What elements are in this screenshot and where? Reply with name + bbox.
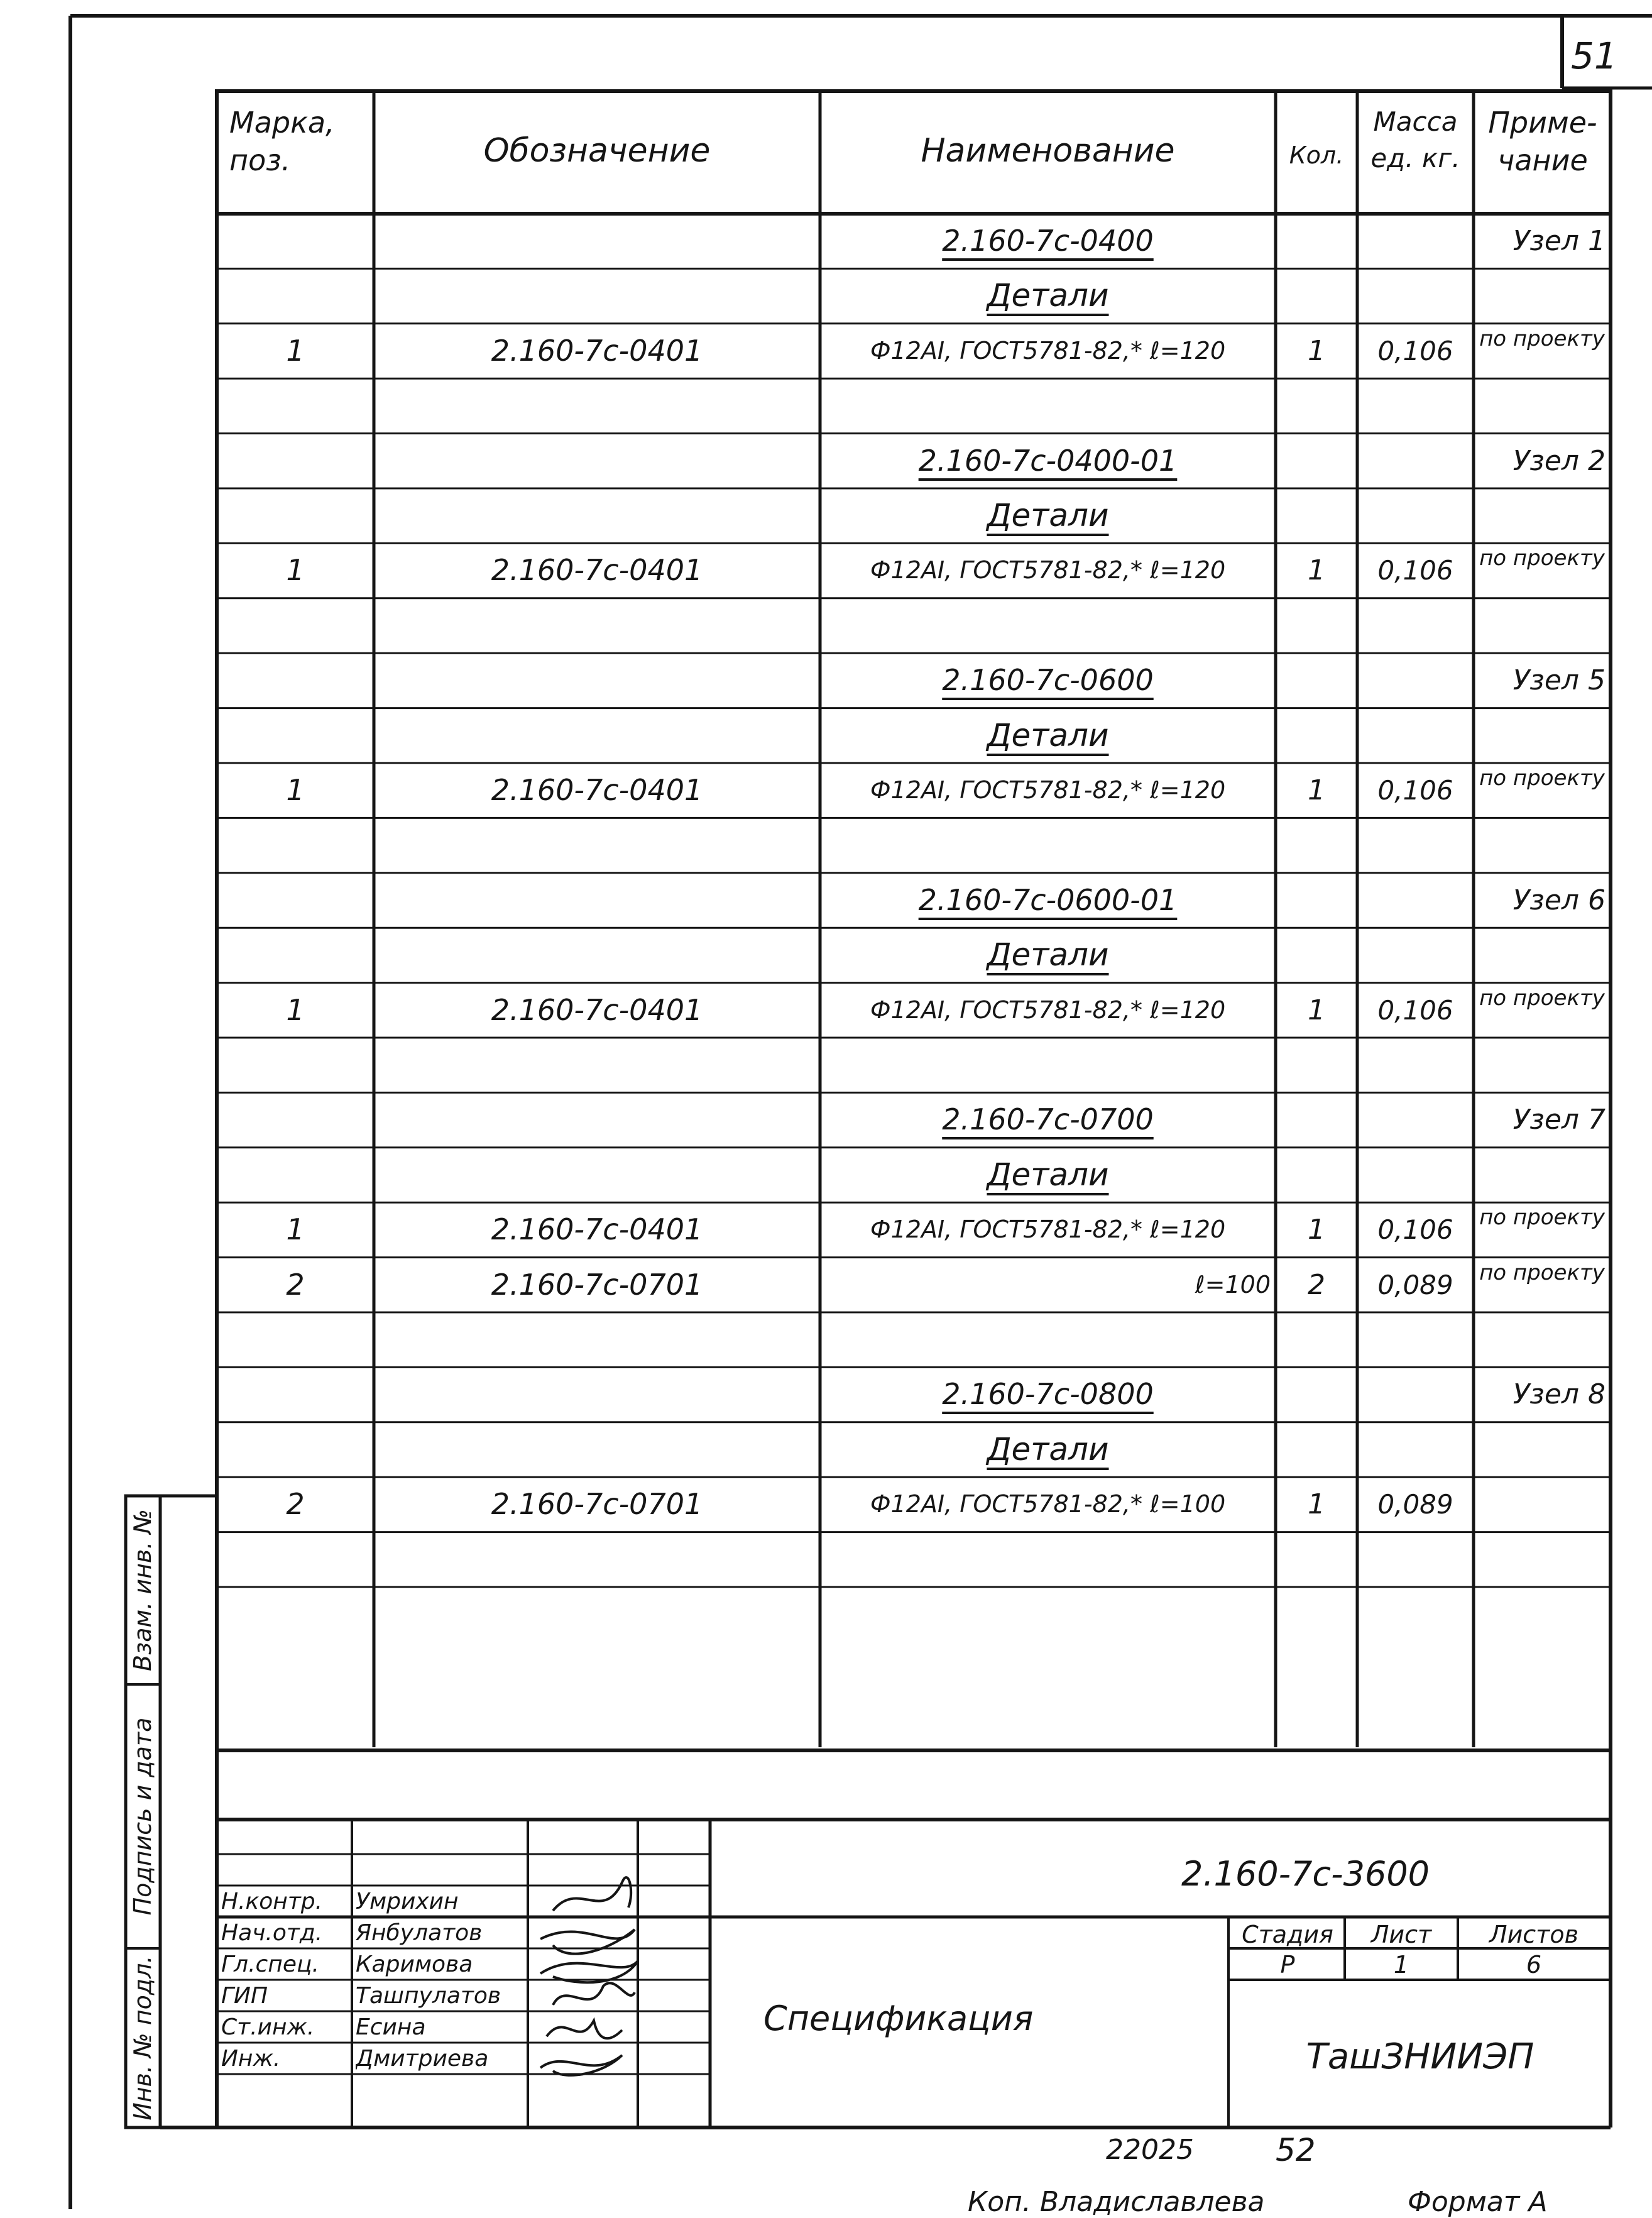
role-label: Инж. xyxy=(221,2046,281,2072)
role-label: ГИП xyxy=(221,1983,268,2009)
part-mark: 1 xyxy=(286,333,305,368)
part-note xyxy=(1479,1477,1606,1532)
part-name: Ф12АI, ГОСТ5781-82,* ℓ=120 xyxy=(870,336,1226,365)
section-title: Детали xyxy=(987,497,1109,534)
doc-title: Спецификация xyxy=(763,1999,1034,2038)
doc-code: 2.160-7с-3600 xyxy=(1181,1854,1430,1894)
part-designation: 2.160-7с-0401 xyxy=(491,773,703,807)
sheets-label: Листов xyxy=(1489,1921,1578,1948)
part-mark: 2 xyxy=(286,1267,305,1302)
header-qty: Кол. xyxy=(1289,141,1344,169)
assembly-note: Узел 2 xyxy=(1513,444,1606,477)
section-title: Детали xyxy=(987,936,1109,974)
order-number: 22025 xyxy=(1106,2134,1194,2166)
assembly-note: Узел 7 xyxy=(1513,1104,1606,1136)
section-title: Детали xyxy=(987,1156,1109,1193)
section-title: Детали xyxy=(987,716,1109,754)
part-qty: 1 xyxy=(1308,554,1325,587)
stage-label: Стадия xyxy=(1242,1921,1333,1948)
role-person: Каримова xyxy=(356,1952,473,1977)
part-qty: 1 xyxy=(1308,994,1325,1026)
sheet-number: 51 xyxy=(1571,35,1617,77)
role-person: Есина xyxy=(356,2014,426,2040)
header-mark: Марка, поз. xyxy=(229,106,335,177)
role-person: Ташпулатов xyxy=(356,1983,501,2009)
part-mass: 0,106 xyxy=(1377,775,1453,806)
part-mass: 0,089 xyxy=(1377,1489,1453,1520)
part-qty: 1 xyxy=(1308,1214,1325,1246)
part-note: по проекту xyxy=(1479,985,1605,1011)
part-designation: 2.160-7с-0401 xyxy=(491,1212,703,1247)
part-note: по проекту xyxy=(1479,1205,1605,1231)
role-label: Н.контр. xyxy=(221,1889,323,1914)
part-name: Ф12АI, ГОСТ5781-82,* ℓ=120 xyxy=(870,556,1226,585)
part-mark: 2 xyxy=(286,1487,305,1522)
assembly-note: Узел 1 xyxy=(1513,225,1606,257)
assembly-designation: 2.160-7с-0400-01 xyxy=(918,443,1178,478)
part-mark: 1 xyxy=(286,553,305,588)
part-mark: 1 xyxy=(286,773,305,807)
assembly-note: Узел 6 xyxy=(1513,884,1606,916)
part-mass: 0,106 xyxy=(1377,555,1453,586)
sheets-value: 6 xyxy=(1526,1951,1542,1979)
part-name: Ф12АI, ГОСТ5781-82,* ℓ=120 xyxy=(870,776,1226,804)
side-sign-date: Подпись и дата xyxy=(129,1717,156,1916)
assembly-designation: 2.160-7с-0600 xyxy=(942,663,1154,698)
role-label: Гл.спец. xyxy=(221,1952,319,1977)
part-qty: 1 xyxy=(1308,1488,1325,1521)
side-replaced-inv: Взам. инв. № xyxy=(129,1509,156,1672)
part-qty: 1 xyxy=(1308,334,1325,367)
copyist: Коп. Владиславлева xyxy=(968,2186,1265,2218)
role-label: Нач.отд. xyxy=(221,1920,323,1946)
part-designation: 2.160-7с-0401 xyxy=(491,333,703,368)
part-mark: 1 xyxy=(286,992,305,1027)
assembly-note: Узел 5 xyxy=(1513,664,1606,697)
part-mass: 0,106 xyxy=(1377,1214,1453,1246)
part-note: по проекту xyxy=(1479,546,1605,571)
assembly-designation: 2.160-7с-0700 xyxy=(942,1102,1154,1137)
section-title: Детали xyxy=(987,1430,1109,1468)
role-person: Дмитриева xyxy=(356,2046,489,2072)
part-name: Ф12АI, ГОСТ5781-82,* ℓ=120 xyxy=(870,1216,1226,1244)
assembly-designation: 2.160-7с-0400 xyxy=(942,224,1154,258)
part-mass: 0,089 xyxy=(1377,1269,1453,1300)
part-qty: 2 xyxy=(1308,1268,1325,1301)
role-label: Ст.инж. xyxy=(221,2014,315,2040)
signatures xyxy=(540,1877,638,2075)
sheet-value: 1 xyxy=(1393,1951,1409,1979)
part-mark: 1 xyxy=(286,1212,305,1247)
header-note: Приме- чание xyxy=(1488,106,1597,177)
side-inv-orig: Инв. № подл. xyxy=(129,1955,156,2121)
header-mass: Масса ед. кг. xyxy=(1370,106,1460,173)
part-note: по проекту xyxy=(1479,326,1605,351)
assembly-note: Узел 8 xyxy=(1513,1378,1606,1411)
part-note: по проекту xyxy=(1479,1260,1605,1285)
part-name: Ф12АI, ГОСТ5781-82,* ℓ=100 xyxy=(870,1490,1226,1518)
header-designation: Обозначение xyxy=(483,132,711,170)
part-mass: 0,106 xyxy=(1377,335,1453,366)
page-number: 52 xyxy=(1276,2132,1316,2168)
part-designation: 2.160-7с-0401 xyxy=(491,992,703,1027)
sheet-label: Лист xyxy=(1370,1921,1432,1948)
part-designation: 2.160-7с-0401 xyxy=(491,553,703,588)
part-qty: 1 xyxy=(1308,774,1325,806)
part-designation: 2.160-7с-0701 xyxy=(491,1487,703,1522)
role-person: Янбулатов xyxy=(356,1920,483,1946)
organization: ТашЗНИИЭП xyxy=(1306,2036,1534,2077)
section-title: Детали xyxy=(987,277,1109,314)
role-person: Умрихин xyxy=(356,1889,459,1914)
part-designation: 2.160-7с-0701 xyxy=(491,1267,703,1302)
part-name: ℓ=100 xyxy=(1195,1270,1271,1298)
format: Формат А xyxy=(1408,2186,1548,2218)
assembly-designation: 2.160-7с-0800 xyxy=(942,1377,1154,1412)
part-name: Ф12АI, ГОСТ5781-82,* ℓ=120 xyxy=(870,996,1226,1024)
stage-value: Р xyxy=(1280,1951,1295,1979)
part-mass: 0,106 xyxy=(1377,994,1453,1026)
header-name: Наименование xyxy=(921,132,1175,170)
assembly-designation: 2.160-7с-0600-01 xyxy=(918,882,1178,917)
part-note: по проекту xyxy=(1479,766,1605,791)
